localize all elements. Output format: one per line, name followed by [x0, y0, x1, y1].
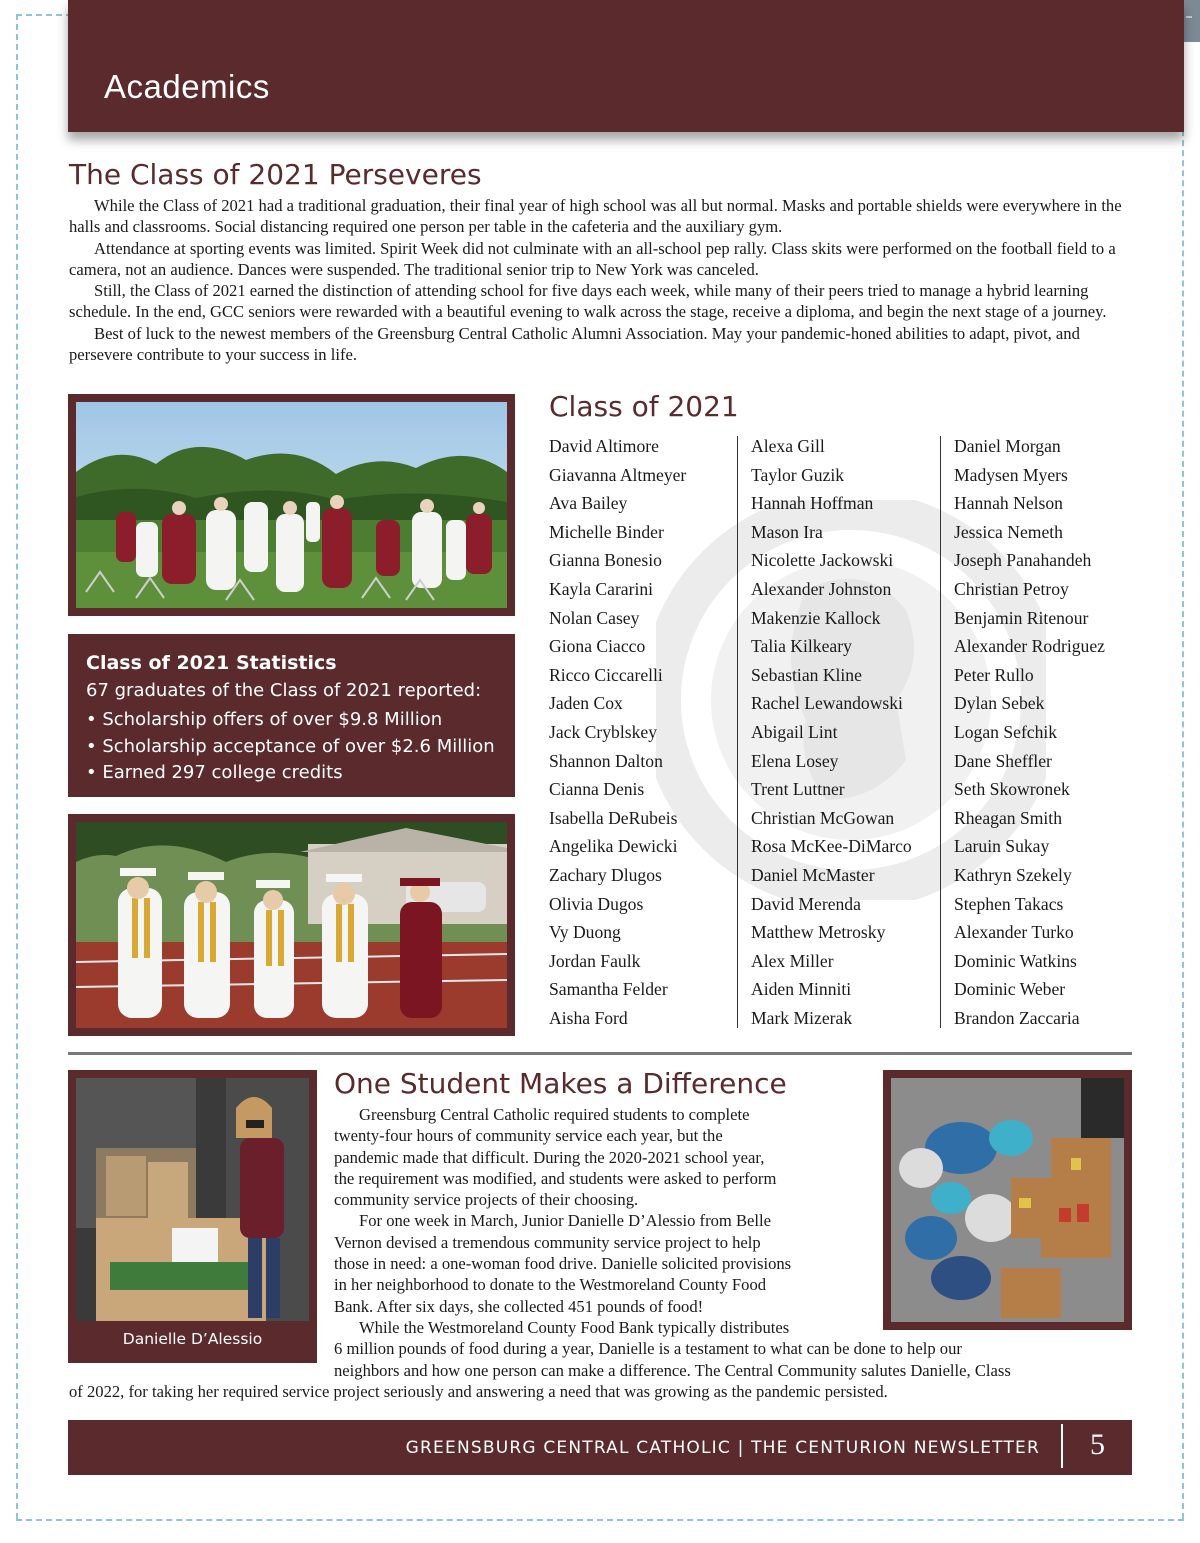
- text-line: neighbors and how one person can make a difference. The Central Community salutes Danielle, Class: [334, 1360, 1011, 1380]
- graduate-name: Shannon Dalton: [549, 750, 663, 771]
- graduate-name: Abigail Lint: [751, 721, 838, 742]
- graduate-name: Alexander Rodriguez: [954, 636, 1105, 657]
- graduate-name: Dane Sheffler: [954, 750, 1052, 771]
- roster-column-3: [954, 432, 1105, 1032]
- graduate-name: Elena Losey: [751, 750, 839, 771]
- text-line: pandemic made that difficult. During the 2020-2021 school year,: [334, 1147, 765, 1167]
- graduate-name: Logan Sefchik: [954, 721, 1058, 742]
- graduate-name: Ricco Ciccarelli: [549, 664, 663, 685]
- text-line: community service projects of their choosing.: [334, 1190, 639, 1210]
- graduate-name: Aisha Ford: [549, 1007, 628, 1028]
- danielle-photo: [68, 1070, 317, 1363]
- graduate-name: Hannah Nelson: [954, 493, 1063, 514]
- graduate-name: Jack Cryblskey: [549, 721, 657, 742]
- graduate-name: Michelle Binder: [549, 521, 664, 542]
- graduate-name: Alexander Turko: [954, 922, 1074, 943]
- text-line: 6 million pounds of food during a year, Danielle is a testament to what can be done to help our: [334, 1339, 962, 1359]
- text-line: in her neighborhood to donate to the Westmoreland County Food: [334, 1275, 767, 1295]
- section-header: [68, 0, 1184, 132]
- graduate-name: Brandon Zaccaria: [954, 1007, 1080, 1028]
- graduate-name: Sebastian Kline: [751, 664, 862, 685]
- text-line: Vernon devised a tremendous community service project to help: [334, 1232, 761, 1252]
- graduate-name: Rachel Lewandowski: [751, 693, 903, 714]
- page-border-right: [1182, 60, 1184, 1519]
- graduate-name: Rheagan Smith: [954, 807, 1062, 828]
- paragraph: While the Class of 2021 had a traditional graduation, their final year of high school was all but normal. Masks and portable shields were everywhere in the halls and classrooms. Social distancing required one person per table in the cafeteria and the auxiliary gym.: [69, 196, 1122, 237]
- column-divider: [737, 436, 738, 1028]
- roster-column-1: [549, 432, 686, 1032]
- graduate-name: Alexa Gill: [751, 436, 825, 456]
- graduate-name: Nolan Casey: [549, 607, 640, 628]
- graduate-name: Taylor Guzik: [751, 464, 845, 485]
- graduate-name: Joseph Panahandeh: [954, 550, 1092, 571]
- food-drive-image: [76, 1078, 309, 1321]
- graduate-name: Seth Skowronek: [954, 779, 1070, 800]
- graduate-name: Nicolette Jackowski: [751, 550, 894, 571]
- graduate-name: Isabella DeRubeis: [549, 807, 678, 828]
- graduate-name: Samantha Felder: [549, 979, 668, 1000]
- graduate-name: Rosa McKee-DiMarco: [751, 836, 912, 857]
- statistics-list: [86, 707, 495, 787]
- graduate-name: Kayla Cararini: [549, 578, 654, 599]
- graduate-name: Ava Bailey: [549, 493, 628, 514]
- text-line: Greensburg Central Catholic required students to complete: [359, 1105, 750, 1124]
- graduates-walking-image: [76, 822, 507, 1028]
- graduate-name: Cianna Denis: [549, 779, 645, 800]
- graduate-name: Mason Ira: [751, 521, 823, 542]
- graduate-name: Mark Mizerak: [751, 1007, 853, 1028]
- graduate-name: Alex Miller: [751, 950, 834, 971]
- graduate-name: Talia Kilkeary: [751, 636, 852, 657]
- graduate-name: David Altimore: [549, 436, 659, 456]
- donations-photo: [883, 1070, 1132, 1330]
- graduate-name: Olivia Dugos: [549, 893, 644, 914]
- page-border-left: [16, 14, 18, 1519]
- graduate-name: David Merenda: [751, 893, 861, 914]
- page-footer: [68, 1420, 1132, 1475]
- text-line: Bank. After six days, she collected 451 pounds of food!: [334, 1296, 704, 1316]
- statistics-intro: 67 graduates of the Class of 2021 reported:: [86, 680, 482, 701]
- footer-publication: GREENSBURG CENTRAL CATHOLIC | THE CENTURION NEWSLETTER: [405, 1438, 1040, 1458]
- graduate-name: Dylan Sebek: [954, 693, 1045, 714]
- roster-title: Class of 2021: [549, 390, 739, 423]
- graduate-name: Stephen Takacs: [954, 893, 1064, 914]
- statistics-item: • Scholarship acceptance of over $2.6 Million: [86, 734, 495, 761]
- graduate-name: Dominic Watkins: [954, 950, 1077, 971]
- graduate-name: Makenzie Kallock: [751, 607, 881, 628]
- section-divider: [68, 1052, 1132, 1055]
- graduate-name: Daniel Morgan: [954, 436, 1061, 456]
- graduate-name: Jordan Faulk: [549, 950, 641, 971]
- column-divider: [940, 436, 941, 1028]
- text-line: For one week in March, Junior Danielle D’Alessio from Belle: [359, 1211, 771, 1231]
- photo-caption: Danielle D’Alessio: [122, 1330, 263, 1348]
- graduates-walking-photo: [68, 814, 515, 1036]
- page-number: 5: [1090, 1428, 1105, 1461]
- donated-food-image: [891, 1078, 1124, 1322]
- graduate-name: Giona Ciacco: [549, 636, 646, 657]
- text-line: twenty-four hours of community service each year, but the: [334, 1126, 723, 1146]
- statistics-title: Class of 2021 Statistics: [86, 652, 337, 674]
- graduate-name: Giavanna Altmeyer: [549, 464, 687, 485]
- text-line: While the Westmoreland County Food Bank typically distributes: [359, 1317, 790, 1337]
- article-body: [69, 195, 1133, 365]
- graduate-name: Daniel McMaster: [751, 864, 875, 885]
- graduate-name: Laruin Sukay: [954, 836, 1050, 857]
- graduate-name: Angelika Dewicki: [549, 836, 678, 857]
- graduate-name: Christian McGowan: [751, 807, 895, 828]
- graduation-ceremony-photo: [68, 394, 515, 616]
- graduate-name: Alexander Johnston: [751, 578, 892, 599]
- roster-column-2: [751, 432, 912, 1032]
- graduate-name: Aiden Minniti: [751, 979, 852, 1000]
- footer-separator: [1061, 1424, 1063, 1468]
- graduate-name: Vy Duong: [549, 922, 621, 943]
- graduate-name: Matthew Metrosky: [751, 922, 886, 943]
- paragraph: Attendance at sporting events was limited. Spirit Week did not culminate with an all-school pep rally. Class skits were performed on the football field to a camera, not an audience. Dances were suspended. The traditional senior trip to New York was canceled.: [69, 238, 1116, 279]
- graduate-name: Gianna Bonesio: [549, 550, 662, 571]
- graduate-name: Jessica Nemeth: [954, 521, 1063, 542]
- paragraph: Still, the Class of 2021 earned the distinction of attending school for five days each week, while many of their peers tried to manage a hybrid learning schedule. In the end, GCC seniors were rewarded with a beautiful evening to walk across the stage, receive a diploma, and begin the next stage of a journey.: [69, 281, 1107, 322]
- graduate-name: Kathryn Szekely: [954, 864, 1072, 885]
- graduate-name: Peter Rullo: [954, 664, 1034, 685]
- page-border-bottom: [16, 1519, 1184, 1521]
- article2-body: [334, 1104, 1011, 1381]
- text-line: the requirement was modified, and students were asked to perform: [334, 1168, 777, 1188]
- statistics-item: • Scholarship offers of over $9.8 Million: [86, 707, 495, 734]
- text-line: of 2022, for taking her required service project seriously and answering a need that was growing as the pandemic persisted.: [69, 1382, 888, 1401]
- graduate-name: Madysen Myers: [954, 464, 1068, 485]
- section-title: Academics: [104, 68, 270, 105]
- graduate-name: Trent Luttner: [751, 779, 845, 800]
- article-title: One Student Makes a Difference: [334, 1067, 787, 1100]
- graduate-name: Christian Petroy: [954, 578, 1069, 599]
- article-title: The Class of 2021 Perseveres: [69, 158, 482, 191]
- graduate-name: Dominic Weber: [954, 979, 1066, 1000]
- graduate-name: Zachary Dlugos: [549, 864, 662, 885]
- paragraph: Best of luck to the newest members of the Greensburg Central Catholic Alumni Association. May your pandemic-honed abilities to adapt, pivot, and persevere contribute to your success in life.: [69, 323, 1080, 365]
- statistics-box: [68, 634, 515, 797]
- text-line: those in need: a one-woman food drive. Danielle solicited provisions: [334, 1254, 792, 1274]
- graduate-name: Benjamin Ritenour: [954, 607, 1089, 628]
- graduate-name: Jaden Cox: [549, 693, 623, 714]
- graduation-ceremony-image: [76, 402, 507, 608]
- statistics-item: • Earned 297 college credits: [86, 760, 495, 787]
- graduate-name: Hannah Hoffman: [751, 493, 874, 514]
